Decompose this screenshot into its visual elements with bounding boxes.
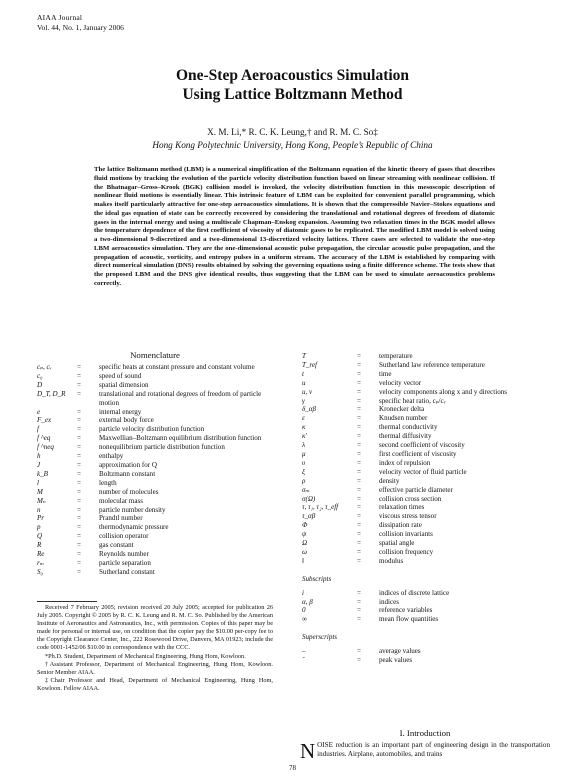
journal-name: AIAA Journal	[37, 13, 83, 22]
nomenclature-entry	[37, 559, 273, 568]
nomenclature-entry	[302, 477, 552, 486]
nomenclature-definition: average values	[379, 647, 421, 656]
nomenclature-entry	[302, 548, 552, 557]
nomenclature-symbol: u	[302, 378, 306, 387]
nomenclature-entry	[302, 432, 552, 441]
title-line-1: One-Step Aeroacoustics Simulation	[175, 67, 410, 84]
nomenclature-definition: Knudsen number	[379, 414, 428, 423]
nomenclature-definition: specific heats at constant pressure and constant volume	[99, 363, 255, 371]
nomenclature-equals: =	[77, 532, 81, 541]
nomenclature-entry	[37, 381, 273, 390]
nomenclature-symbol: F_ex	[37, 416, 52, 425]
nomenclature-entry	[37, 568, 273, 577]
nomenclature-entry	[302, 503, 552, 512]
nomenclature-symbol: α, β	[302, 597, 313, 606]
nomenclature-definition: reference variables	[379, 606, 433, 615]
nomenclature-definition: thermal conductivity	[379, 423, 438, 432]
nomenclature-equals: =	[77, 380, 81, 389]
nomenclature-definition: length	[99, 478, 117, 487]
nomenclature-definition: particle velocity distribution function	[99, 425, 205, 434]
nomenclature-entry	[302, 388, 552, 397]
journal-issue: Vol. 44, No. 1, January 2006	[37, 23, 124, 32]
footnote-rule	[37, 601, 97, 602]
nomenclature-definition: external body force	[99, 416, 154, 425]
nomenclature-equals: =	[357, 647, 361, 656]
nomenclature-definition: second coefficient of viscosity	[379, 441, 465, 450]
nomenclature-equals: =	[357, 441, 361, 450]
nomenclature-definition: collision operator	[99, 532, 149, 541]
nomenclature-equals: =	[357, 588, 361, 597]
nomenclature-symbol: ˆ	[302, 656, 305, 665]
nomenclature-definition: speed of sound	[99, 371, 142, 380]
author-list: X. M. Li,* R. C. K. Leung,† and R. M. C. So‡	[207, 127, 378, 137]
nomenclature-entry	[302, 647, 552, 656]
nomenclature-definition: thermodynamic pressure	[99, 523, 169, 532]
nomenclature-equals: =	[77, 460, 81, 469]
abstract: The lattice Boltzmann method (LBM) is a numerical simplification of the Boltzmann equation of the kinetic theory of gases that describes fluid motions by tracking the evolution of the particle velocity distribution function based on linear streaming with nonlinear collision. If the Bhatnagar–Gross–Krook (BGK) collision model is invoked, the velocity distribution function in this mesoscopic description of nonlinear fluid motions is essentially linear. This intrinsic feature of LBM can be exploited for convenient parallel programming, which makes itself particularly attractive for one-step aeroacoustics simulations. It is shown that the compressible Navier–Stokes equations and the ideal gas equation of state can be correctly recovered by considering the translational and rotational degrees of freedom of diatomic gases in the internal energy and using a multiscale Chapman–Enskog expansion. Assuming two relaxation times in the BGK model allows the temperature dependence of the first coefficient of viscosity of diatomic gases to be replicated. The modified LBM model is solved using a two-dimensional 9-discretized and a two-dimensional 13-discretized velocity lattices. Three cases are selected to validate the one-step LBM aeroacoustics simulation. They are the one-dimensional acoustic pulse propagation, the circular acoustic pulse propagation, and the propagation of acoustic, vorticity, and entropy pulses in a uniform stream. The accuracy of the LBM is established by comparing with direct numerical simulation (DNS) results obtained by solving the governing equations using a finite difference scheme. The tests show that the proposed LBM and the DNS give identical results, thus suggesting that the LBM can be used to simulate aeroacoustics problems correctly.	[94, 166, 495, 287]
nomenclature-symbol: M	[37, 487, 43, 496]
nomenclature-left-column	[37, 363, 273, 577]
nomenclature-entry	[302, 615, 552, 624]
nomenclature-definition: time	[379, 369, 392, 378]
nomenclature-right-column	[302, 352, 552, 665]
nomenclature-definition: relaxation times	[379, 503, 425, 512]
nomenclature-equals: =	[77, 363, 81, 371]
nomenclature-symbol: ε	[302, 414, 305, 423]
nomenclature-definition: Maxwellian–Boltzmann equilibrium distribution function	[99, 434, 262, 443]
affiliation: Hong Kong Polytechnic University, Hong Kong, People’s Republic of China	[152, 140, 433, 150]
nomenclature-definition: first coefficient of viscosity	[379, 449, 457, 458]
footnotes	[37, 604, 273, 693]
nomenclature-symbol: e	[37, 407, 41, 416]
nomenclature-entry	[37, 514, 273, 523]
nomenclature-definition: index of repulsion	[379, 458, 431, 467]
nomenclature-entry	[302, 598, 552, 607]
nomenclature-entry	[302, 459, 552, 468]
nomenclature-entry	[302, 530, 552, 539]
nomenclature-entry	[37, 488, 273, 497]
nomenclature-definition: indices	[379, 597, 399, 606]
nomenclature-definition: nonequilibrium particle distribution function	[99, 443, 225, 452]
nomenclature-symbol: ∞	[302, 615, 308, 624]
nomenclature-entry	[302, 441, 552, 450]
nomenclature-symbol: T_ref	[302, 360, 318, 369]
nomenclature-equals: =	[357, 597, 361, 606]
nomenclature-symbol: f ^neq	[37, 443, 54, 452]
nomenclature-definition: dissipation rate	[379, 521, 422, 530]
nomenclature-equals: =	[77, 371, 81, 380]
nomenclature-entry	[37, 550, 273, 559]
nomenclature-symbol: –	[302, 647, 306, 656]
nomenclature-definition: collision invariants	[379, 530, 433, 539]
nomenclature-definition: Reynolds number	[99, 550, 149, 559]
nomenclature-definition: density	[379, 476, 400, 485]
nomenclature-symbol: γ	[302, 396, 305, 405]
nomenclature-symbol: ξ	[302, 467, 306, 476]
nomenclature-definition: Sutherland law reference temperature	[379, 360, 485, 369]
nomenclature-symbol: σₘ	[302, 485, 310, 494]
nomenclature-entry	[37, 434, 273, 443]
nomenclature-equals: =	[77, 487, 81, 496]
nomenclature-equals: =	[357, 521, 361, 530]
nomenclature-entry	[37, 479, 273, 488]
nomenclature-entry	[302, 468, 552, 477]
nomenclature-equals: =	[357, 432, 361, 441]
nomenclature-equals: =	[357, 369, 361, 378]
nomenclature-entry	[302, 361, 552, 370]
nomenclature-entry	[37, 470, 273, 479]
nomenclature-symbol: Ω	[302, 539, 308, 548]
nomenclature-symbol: n	[37, 505, 41, 514]
nomenclature-entry	[302, 656, 552, 665]
nomenclature-definition: collision frequency	[379, 547, 434, 556]
nomenclature-equals: =	[77, 558, 81, 567]
footnote-author-1: *Ph.D. Student, Department of Mechanical Engineering, Hung Hom, Kowloon.	[45, 652, 246, 660]
nomenclature-definition: Boltzmann constant	[99, 469, 156, 478]
nomenclature-definition: indices of discrete lattice	[379, 588, 450, 597]
nomenclature-entry	[37, 416, 273, 425]
nomenclature-entry	[37, 461, 273, 470]
nomenclature-equals: =	[77, 469, 81, 478]
nomenclature-definition: particle separation	[99, 558, 151, 567]
nomenclature-entry	[302, 423, 552, 432]
nomenclature-entry	[302, 397, 552, 406]
nomenclature-symbol: T	[302, 352, 306, 360]
nomenclature-equals: =	[357, 378, 361, 387]
nomenclature-entry	[37, 452, 273, 461]
nomenclature-symbol: k_B	[37, 469, 48, 478]
nomenclature-entry	[37, 372, 273, 381]
nomenclature-equals: =	[357, 476, 361, 485]
nomenclature-definition: viscous stress tensor	[379, 512, 437, 521]
nomenclature-equals: =	[357, 547, 361, 556]
nomenclature-entry	[302, 370, 552, 379]
journal-header	[37, 13, 124, 33]
nomenclature-symbol: i	[302, 588, 304, 597]
nomenclature-symbol: p	[37, 523, 41, 532]
nomenclature-equals: =	[357, 485, 361, 494]
nomenclature-entry	[37, 541, 273, 550]
nomenclature-symbol: δ_αβ	[302, 405, 317, 414]
nomenclature-symbol: κ	[302, 423, 306, 432]
nomenclature-equals: =	[357, 387, 361, 396]
nomenclature-symbol: ψ	[302, 530, 307, 539]
nomenclature-equals: =	[357, 360, 361, 369]
nomenclature-equals: =	[357, 449, 361, 458]
nomenclature-equals: =	[357, 556, 361, 565]
footnote-author-3: ‡Chair Professor and Head, Department of Mechanical Engineering, Hung Hom, Kowloon. Fellow AIAA.	[37, 676, 273, 692]
nomenclature-equals: =	[77, 407, 81, 416]
nomenclature-definition: temperature	[379, 352, 413, 360]
nomenclature-symbol: J	[37, 460, 41, 469]
nomenclature-equals: =	[357, 423, 361, 432]
nomenclature-equals: =	[77, 478, 81, 487]
title-line-2: Using Lattice Boltzmann Method	[182, 86, 403, 103]
nomenclature-equals: =	[357, 656, 361, 665]
nomenclature-symbol: cₚ, cᵥ	[37, 363, 52, 371]
nomenclature-definition: internal energy	[99, 407, 142, 416]
nomenclature-equals: =	[357, 414, 361, 423]
nomenclature-equals: =	[77, 567, 81, 576]
nomenclature-equals: =	[357, 512, 361, 521]
nomenclature-symbol: R	[37, 541, 42, 550]
nomenclature-symbol: c₀	[37, 371, 43, 380]
footnote-received: Received 7 February 2005; revision received 20 July 2005; accepted for publication 26 July 2005. Copyright © 2005 by R. C. K. Leung and R. M. C. So. Published by the American Institute of Aeronautics and Astronautics, Inc., with permission. Copies of this paper may be made for personal or internal use, on condition that the copier pay the $10.00 per-copy fee to the Copyright Clearance Center, Inc., 222 Rosewood Drive, Danvers, MA 01923; include the code 0001-1452/06 $10.00 in correspondence with the CCC.	[37, 604, 273, 652]
nomenclature-equals: =	[77, 425, 81, 434]
nomenclature-symbol: Q	[37, 532, 43, 541]
introduction-body	[300, 739, 550, 763]
nomenclature-symbol: D_T, D_R	[37, 389, 66, 398]
nomenclature-equals: =	[77, 514, 81, 523]
nomenclature-symbol: t	[302, 369, 304, 378]
nomenclature-entry	[302, 539, 552, 548]
nomenclature-symbol: 0	[302, 606, 306, 615]
subscripts-heading: Subscripts	[302, 574, 332, 583]
nomenclature-equals: =	[357, 539, 361, 548]
nomenclature-definition: velocity components along x and y directions	[379, 387, 507, 396]
nomenclature-definition: peak values	[379, 656, 413, 665]
nomenclature-definition: collision cross section	[379, 494, 442, 503]
nomenclature-definition: specific heat ratio, cₚ/cᵥ	[379, 396, 446, 405]
nomenclature-symbol: ρ	[302, 476, 306, 485]
nomenclature-equals: =	[357, 458, 361, 467]
nomenclature-equals: =	[357, 606, 361, 615]
nomenclature-definition: spatial dimension	[99, 380, 149, 389]
nomenclature-equals: =	[357, 405, 361, 414]
nomenclature-symbol: f ^eq	[37, 434, 51, 443]
nomenclature-symbol: τ_αβ	[302, 512, 316, 521]
nomenclature-definition: enthalpy	[99, 452, 124, 461]
nomenclature-entry	[37, 425, 273, 434]
nomenclature-equals: =	[77, 505, 81, 514]
nomenclature-entry	[302, 606, 552, 615]
nomenclature-definition: approximation for Q	[99, 460, 157, 469]
nomenclature-equals: =	[77, 434, 81, 443]
nomenclature-entry	[37, 390, 273, 408]
nomenclature-entry	[302, 557, 552, 566]
nomenclature-equals: =	[77, 452, 81, 461]
nomenclature-definition: thermal diffusivity	[379, 432, 432, 441]
nomenclature-symbol: λ	[302, 441, 306, 450]
nomenclature-entry	[37, 497, 273, 506]
nomenclature-entry	[37, 363, 273, 372]
nomenclature-symbol: μ	[302, 449, 306, 458]
nomenclature-symbol: l	[37, 478, 39, 487]
nomenclature-equals: =	[357, 352, 361, 360]
nomenclature-heading: Nomenclature	[130, 350, 180, 360]
nomenclature-symbol: S₀	[37, 567, 43, 576]
nomenclature-definition: velocity vector of fluid particle	[379, 467, 467, 476]
page-number: 78	[289, 764, 296, 772]
nomenclature-symbol: ‖	[302, 556, 304, 565]
nomenclature-equals: =	[357, 615, 361, 624]
nomenclature-equals: =	[77, 416, 81, 425]
nomenclature-symbol: Re	[37, 550, 45, 559]
nomenclature-entry	[37, 506, 273, 515]
nomenclature-equals: =	[357, 503, 361, 512]
nomenclature-symbol: Mₙ	[37, 496, 46, 505]
nomenclature-entry	[37, 523, 273, 532]
paper-title	[0, 66, 585, 104]
nomenclature-equals: =	[357, 396, 361, 405]
nomenclature-symbol: υ	[302, 458, 306, 467]
nomenclature-definition: mean flow quantities	[379, 615, 439, 624]
nomenclature-definition: Sutherland constant	[99, 567, 155, 576]
nomenclature-entry	[37, 532, 273, 541]
nomenclature-entry	[302, 405, 552, 414]
nomenclature-entry	[302, 486, 552, 495]
nomenclature-symbol: u, v	[302, 387, 313, 396]
nomenclature-symbol: κ′	[302, 432, 307, 441]
nomenclature-definition: translational and rotational degrees of freedom of particle motion	[99, 389, 262, 407]
nomenclature-definition: particle number density	[99, 505, 166, 514]
nomenclature-definition: effective particle diameter	[379, 485, 453, 494]
nomenclature-symbol: D	[37, 380, 43, 389]
nomenclature-equals: =	[77, 541, 81, 550]
nomenclature-definition: Kronecker delta	[379, 405, 425, 414]
section-heading-introduction: I. Introduction	[399, 728, 451, 738]
introduction-text: OISE reduction is an important part of engineering design in the transportation industries. Airplane, automobiles, and trains	[317, 741, 550, 758]
nomenclature-entry	[302, 379, 552, 388]
nomenclature-symbol: Φ	[302, 521, 308, 530]
nomenclature-equals: =	[77, 550, 81, 559]
nomenclature-equals: =	[357, 467, 361, 476]
nomenclature-equals: =	[77, 389, 81, 398]
nomenclature-entry	[302, 495, 552, 504]
nomenclature-entry	[302, 521, 552, 530]
nomenclature-entry	[302, 352, 552, 361]
nomenclature-symbol: f	[37, 425, 39, 434]
nomenclature-equals: =	[77, 523, 81, 532]
nomenclature-entry	[37, 443, 273, 452]
nomenclature-equals: =	[77, 496, 81, 505]
nomenclature-entry	[302, 512, 552, 521]
nomenclature-definition: modulus	[379, 556, 404, 565]
nomenclature-equals: =	[357, 494, 361, 503]
nomenclature-definition: velocity vector	[379, 378, 422, 387]
nomenclature-symbol: h	[37, 452, 41, 461]
nomenclature-definition: molecular mass	[99, 496, 144, 505]
nomenclature-entry	[302, 589, 552, 598]
nomenclature-symbol: ω	[302, 547, 307, 556]
nomenclature-symbol: rₘ	[37, 558, 45, 567]
footnote-author-2: †Assistant Professor, Department of Mechanical Engineering, Hung Hom, Kowloon. Senior Member AIAA.	[37, 660, 273, 676]
nomenclature-symbol: σ(Ω)	[302, 494, 316, 503]
nomenclature-definition: gas constant	[99, 541, 134, 550]
nomenclature-symbol: Pr	[37, 514, 45, 523]
superscripts-heading: Superscripts	[302, 633, 337, 642]
nomenclature-equals: =	[357, 530, 361, 539]
nomenclature-symbol: τ, τ₁, τ₂, τ_eff	[302, 503, 339, 512]
nomenclature-entry	[302, 450, 552, 459]
nomenclature-entry	[37, 408, 273, 417]
nomenclature-definition: spatial angle	[379, 539, 415, 548]
drop-cap: N	[300, 739, 316, 763]
nomenclature-definition: number of molecules	[99, 487, 159, 496]
nomenclature-entry	[302, 414, 552, 423]
nomenclature-equals: =	[77, 443, 81, 452]
nomenclature-definition: Prandtl number	[99, 514, 143, 523]
